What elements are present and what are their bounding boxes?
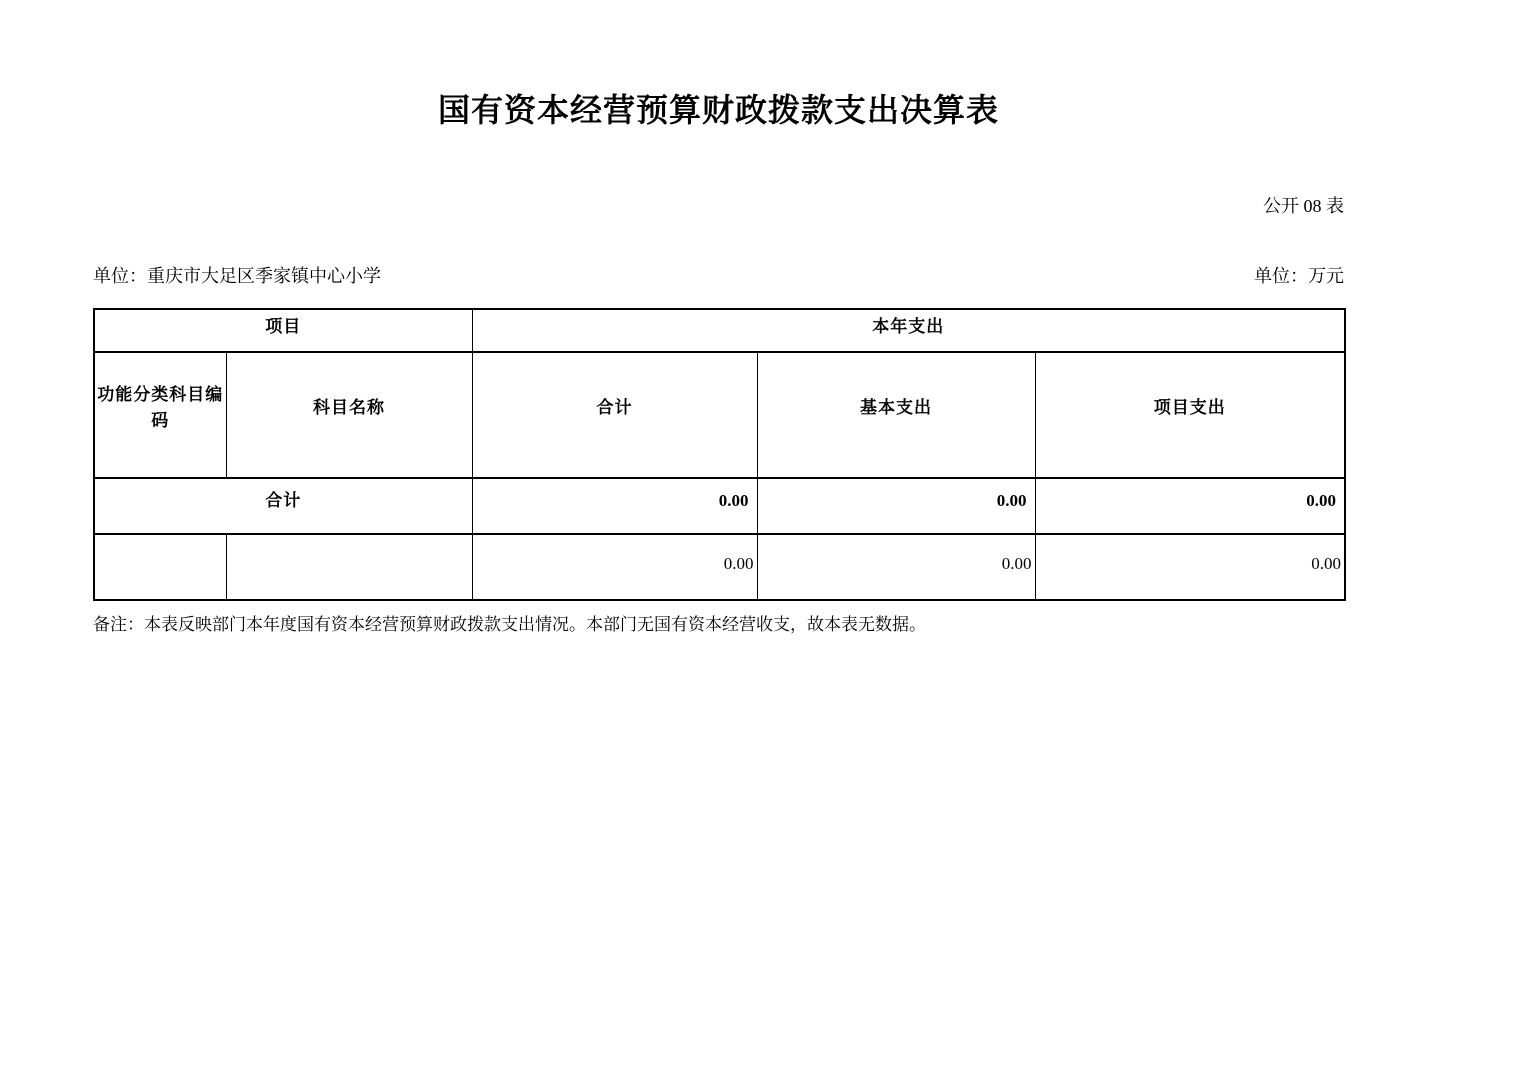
group-header-current-year-expenditure: 本年支出 [472,309,1345,352]
row-name-cell [226,534,472,600]
table-group-header-row [94,309,1345,352]
column-header-function-code: 功能分类科目编码 [94,352,226,478]
page-title: 国有资本经营预算财政拨款支出决算表 [437,92,999,128]
column-header-project-expenditure: 项目支出 [1035,352,1345,478]
total-row-label: 合计 [94,478,472,534]
unit-row [93,264,1344,288]
table-row-total [94,478,1345,534]
column-header-subject-name: 科目名称 [226,352,472,478]
row-basic-value: 0.00 [757,534,1035,600]
total-row-basic-value: 0.00 [757,478,1035,534]
row-code-cell [94,534,226,600]
group-header-project: 项目 [94,309,472,352]
column-header-total: 合计 [472,352,757,478]
table-column-header-row [94,352,1345,478]
total-row-project-value: 0.00 [1035,478,1345,534]
table-row [94,534,1345,600]
unit-name-label: 单位：重庆市大足区季家镇中心小学 [93,266,381,286]
unit-currency-label: 单位：万元 [1254,266,1344,286]
footnote: 备注：本表反映部门本年度国有资本经营预算财政拨款支出情况。本部门无国有资本经营收支，故本表无数据。 [93,615,926,634]
table-code-label: 公开 08 表 [1263,196,1344,216]
total-row-total-value: 0.00 [472,478,757,534]
column-header-basic-expenditure: 基本支出 [757,352,1035,478]
document-content [93,90,1344,636]
row-total-value: 0.00 [472,534,757,600]
row-project-value: 0.00 [1035,534,1345,600]
expenditure-table [93,308,1346,601]
